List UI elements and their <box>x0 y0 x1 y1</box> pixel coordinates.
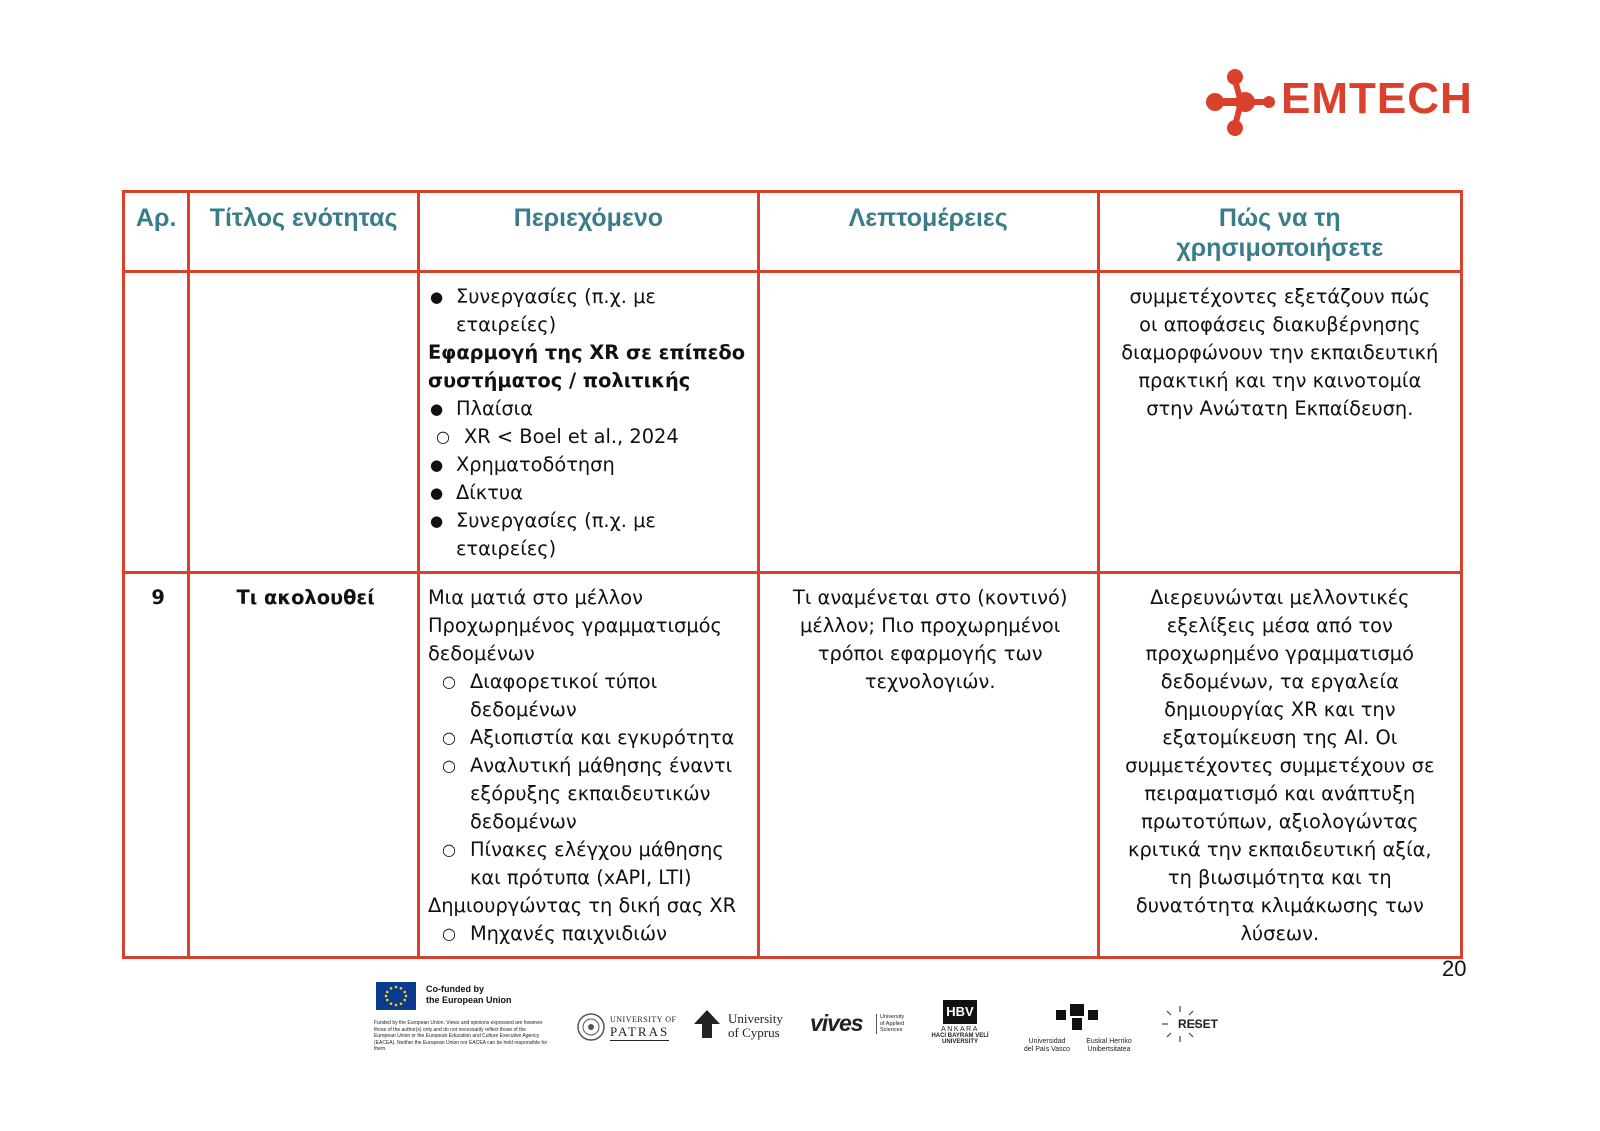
list-item: ● Χρηματοδότηση <box>428 451 753 479</box>
header-usage: Πώς να τη χρησιμοποιήσετε <box>1098 192 1461 272</box>
table-header-row <box>124 192 1462 272</box>
content-line: Μια ματιά στο μέλλον <box>427 586 643 609</box>
hbv-university-logo: HBV ANKARA HACI BAYRAM VELİ UNIVERSITY <box>922 1000 998 1060</box>
university-of-cyprus-logo: University of Cyprus <box>692 1008 802 1048</box>
emtech-logo <box>1205 66 1473 140</box>
list-item: ○ Αναλυτική μάθησης έναντι εξόρυξης εκπαιδευτικών δεδομένων <box>428 752 753 836</box>
list-item: ○ XR < Boel et al., 2024 <box>422 423 753 451</box>
list-item: ○ Πίνακες ελέγχου μάθησης και πρότυπα (xAPI, LTI) <box>428 836 753 892</box>
university-of-patras-logo: UNIVERSITY OF PATRAS <box>576 1012 678 1046</box>
list-item: ○ Διαφορετικοί τύποι δεδομένων <box>428 668 753 724</box>
eu-flag-icon <box>376 982 416 1010</box>
list-item: ○ Αξιοπιστία και εγκυρότητα <box>428 724 753 752</box>
row-content-cell <box>418 573 758 958</box>
header-details: Λεπτομέρειες <box>758 192 1098 272</box>
upv-ehu-logo: Universidad del País Vasco Euskal Herriko Unibertsitatea <box>1018 1002 1138 1062</box>
eu-cofunded-label: Co-funded by the European Union <box>426 984 512 1005</box>
emtech-molecule-icon <box>1205 68 1277 138</box>
eu-disclaimer: Funded by the European Union. Views and opinions expressed are however those of the author(s) only and do not necessarily reflect those of the European Union or the European Education and Culture Executive Agency (EACEA). Neither the European Union nor EACEA can be held responsible for them. <box>374 1020 548 1052</box>
content-heading: Εφαρμογή της XR σε επίπεδο συστήματος / πολιτικής <box>427 341 746 392</box>
content-line: Δημιουργώντας τη δική σας XR <box>427 894 737 917</box>
reset-logo: RESET <box>1160 1004 1240 1048</box>
list-item: ● Συνεργασίες (π.χ. με εταιρείες) <box>428 507 753 563</box>
row-usage-cell: συμμετέχοντες εξετάζουν πώς οι αποφάσεις διακυβέρνησης διαμορφώνουν την εκπαιδευτική πρακτική και την καινοτομία στην Ανώτατη Εκπαίδευση. <box>1098 272 1461 573</box>
row-number-cell <box>124 272 189 573</box>
vives-logo: vives University of Applied Sciences <box>810 1010 905 1036</box>
row-details-cell <box>758 272 1098 573</box>
logo-wordmark: EMTECH <box>1281 74 1473 123</box>
row-details-cell: Τι αναμένεται στο (κοντινό) μέλλον; Πιο προχωρημένοι τρόποι εφαρμογής των τεχνολογιών. <box>758 573 1098 958</box>
list-item: ● Δίκτυα <box>428 479 753 507</box>
list-item: ● Συνεργασίες (π.χ. με εταιρείες) <box>428 283 753 339</box>
header-number: Αρ. <box>124 192 189 272</box>
row-content-cell <box>418 272 758 573</box>
page-number: 20 <box>1442 956 1467 981</box>
list-item: ○ Μηχανές παιχνιδιών <box>428 920 753 948</box>
header-section-title: Τίτλος ενότητας <box>189 192 419 272</box>
row-title-cell <box>189 272 419 573</box>
list-item: ● Πλαίσια <box>428 395 753 423</box>
header-content: Περιεχόμενο <box>418 192 758 272</box>
table-row <box>124 573 1462 958</box>
curriculum-table <box>122 190 1463 959</box>
row-usage-cell: Διερευνώνται μελλοντικές εξελίξεις μέσα από τον προχωρημένο γραμματισμό δεδομένων, τα εργαλεία δημιουργίας XR και την εξατομίκευση της AI. Οι συμμετέχοντες συμμετέχουν σε πειραματισμό και ανάπτυξη πρωτοτύπων, αξιολογώντας κριτικά την εκπαιδευτική αξία, τη βιωσιμότητα και τη δυνατότητα κλιμάκωσης των λύσεων. <box>1098 573 1461 958</box>
table-row <box>124 272 1462 573</box>
row-number-cell: 9 <box>124 573 189 958</box>
partner-footer <box>370 978 1219 1078</box>
row-title-cell: Τι ακολουθεί <box>189 573 419 958</box>
content-line: Προχωρημένος γραμματισμός δεδομένων <box>427 614 722 665</box>
